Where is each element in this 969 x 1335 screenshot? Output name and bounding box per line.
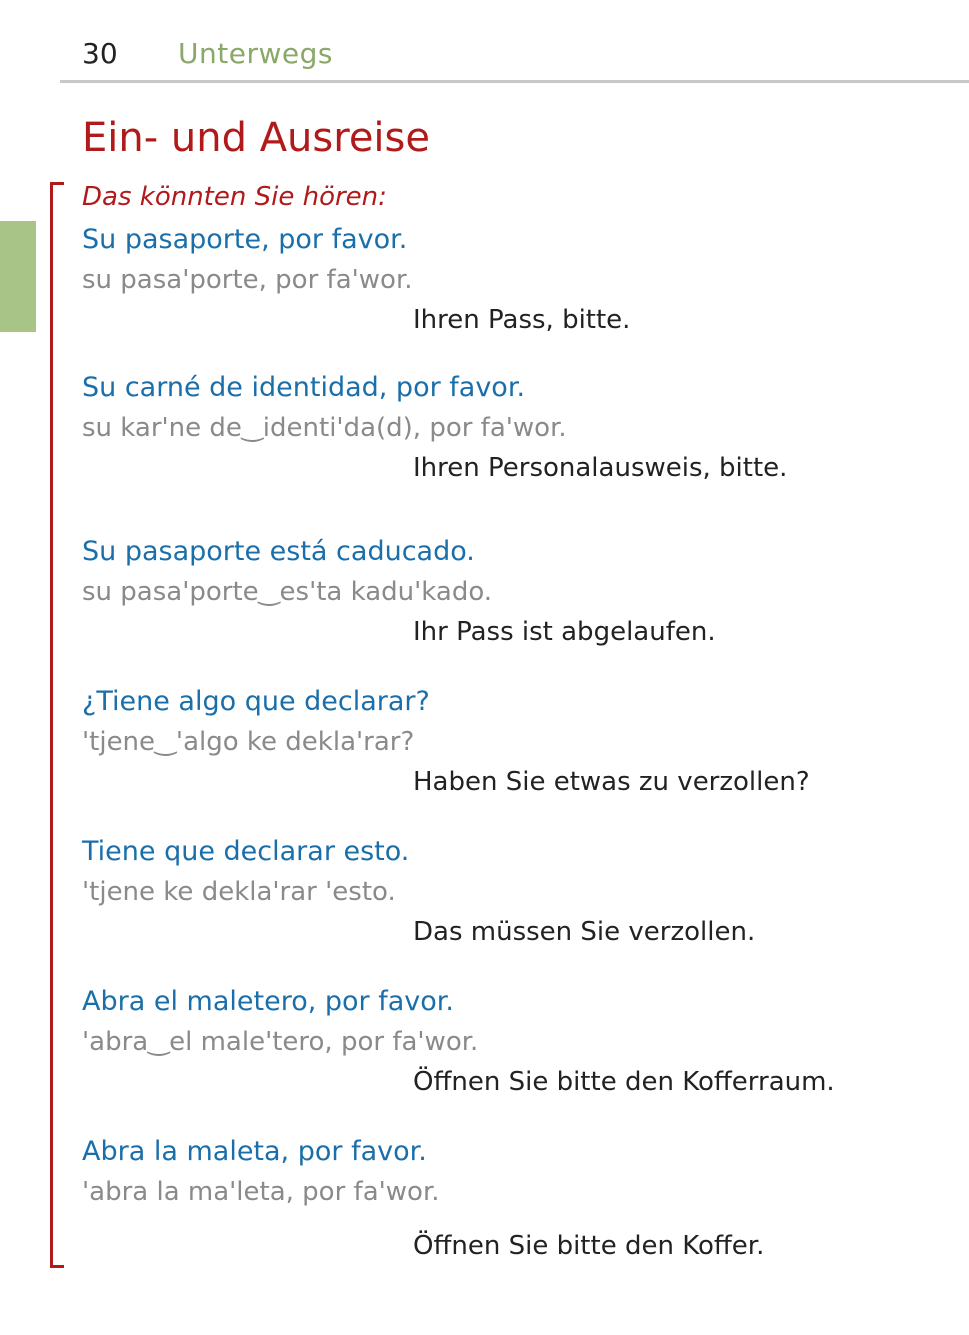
phrase-entry <box>82 368 952 488</box>
pronunciation: 'tjene‿'algo ke dekla'rar? <box>82 727 415 757</box>
page-title: Ein- und Ausreise <box>82 115 430 161</box>
spanish-phrase: ¿Tiene algo que declarar? <box>82 686 430 717</box>
section-title: Unterwegs <box>178 37 333 70</box>
german-translation: Ihr Pass ist abgelaufen. <box>413 617 716 647</box>
pronunciation: su pasa'porte‿es'ta kadu'kado. <box>82 577 493 607</box>
spanish-phrase: Abra el maletero, por favor. <box>82 986 454 1017</box>
phrase-entry <box>82 532 952 652</box>
german-translation: Ihren Pass, bitte. <box>413 305 631 335</box>
german-translation: Haben Sie etwas zu verzollen? <box>413 767 810 797</box>
phrase-entry <box>82 1132 952 1266</box>
spanish-phrase: Tiene que declarar esto. <box>82 836 410 867</box>
spanish-phrase: Su carné de identidad, por favor. <box>82 372 526 403</box>
german-translation: Ihren Personalausweis, bitte. <box>413 453 788 483</box>
spanish-phrase: Abra la maleta, por favor. <box>82 1136 427 1167</box>
chapter-thumb-tab <box>0 221 36 332</box>
german-translation: Das müssen Sie verzollen. <box>413 917 756 947</box>
german-translation: Öffnen Sie bitte den Kofferraum. <box>413 1067 835 1097</box>
phrase-entry <box>82 682 952 802</box>
german-translation: Öffnen Sie bitte den Koffer. <box>413 1231 765 1261</box>
pronunciation: 'abra la ma'leta, por fa'wor. <box>82 1177 440 1207</box>
page-number: 30 <box>82 37 118 70</box>
pronunciation: 'abra‿el male'tero, por fa'wor. <box>82 1027 479 1057</box>
section-bracket <box>50 182 64 1268</box>
pronunciation: su kar'ne de‿identi'da(d), por fa'wor. <box>82 413 567 443</box>
header-divider <box>60 80 969 83</box>
spanish-phrase: Su pasaporte está caducado. <box>82 536 475 567</box>
spanish-phrase: Su pasaporte, por favor. <box>82 224 408 255</box>
phrase-entry <box>82 220 952 340</box>
phrase-entry <box>82 982 952 1102</box>
pronunciation: 'tjene ke dekla'rar 'esto. <box>82 877 396 907</box>
intro-heading: Das könnten Sie hören: <box>82 182 387 212</box>
phrase-entry <box>82 832 952 952</box>
pronunciation: su pasa'porte, por fa'wor. <box>82 265 413 295</box>
